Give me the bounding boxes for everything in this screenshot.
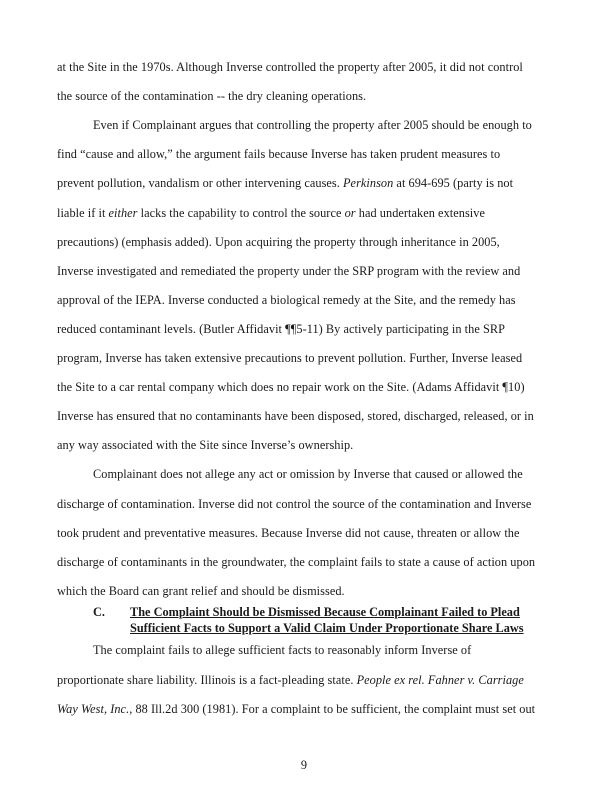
page-number: 9 — [300, 758, 308, 772]
text-span: discharge of contamination. Inverse did not control the source of the contamination and Inverse — [57, 496, 532, 511]
section-heading-line-2: Sufficient Facts to Support a Valid Claim Under Proportionate Share Laws — [130, 621, 524, 635]
text-span: Even if Complainant argues that controlling the property after 2005 should be enough to — [93, 118, 532, 133]
text-line — [57, 525, 520, 541]
text-line — [57, 59, 523, 75]
text-span: which the Board can grant relief and should be dismissed. — [57, 583, 345, 598]
text-span: The complaint fails to allege sufficient facts to reasonably inform Inverse of — [93, 643, 472, 657]
text-line — [57, 263, 520, 279]
italic-text: People ex rel. Fahner v. Carriage — [356, 672, 524, 687]
text-span: Inverse has ensured that no contaminants have been disposed, stored, discharged, released, or in — [57, 409, 534, 424]
text-line — [57, 379, 525, 395]
text-span: proportionate share liability. Illinois is a fact-pleading state. — [57, 672, 357, 687]
italic-text: or — [344, 205, 356, 220]
text-span: approval of the IEPA. Inverse conducted a biological remedy at the Site, and the remedy has — [57, 292, 516, 307]
text-span: at 694-695 (party is not — [393, 176, 514, 191]
text-line — [57, 321, 505, 337]
text-line — [57, 175, 513, 191]
text-span: took prudent and preventative measures. Because Inverse did not cause, threaten or allow the — [57, 525, 520, 540]
text-span: discharge of contaminants in the groundwater, the complaint fails to state a cause of action upon — [57, 554, 536, 569]
text-line — [93, 642, 471, 658]
text-line — [57, 496, 531, 512]
text-span: the Site to a car rental company which does no repair work on the Site. (Adams Affidavit ¶10) — [57, 380, 525, 395]
text-span: precautions) (emphasis added). Upon acquiring the property through inheritance in 2005, — [57, 234, 500, 249]
text-span: at the Site in the 1970s. Although Inverse controlled the property after 2005, it did not control — [57, 60, 523, 74]
text-line — [57, 146, 500, 162]
text-line — [57, 701, 535, 717]
text-span: had undertaken extensive — [355, 205, 485, 220]
text-span: the source of the contamination -- the dry cleaning operations. — [57, 89, 367, 104]
text-span: , 88 Ill.2d 300 (1981). For a complaint to be sufficient, the complaint must set out — [129, 702, 536, 716]
text-line — [57, 583, 345, 599]
text-span: program, Inverse has taken extensive precautions to prevent pollution. Further, Inverse leased — [57, 351, 523, 365]
text-line — [57, 554, 535, 570]
text-span: Complainant does not allege any act or omission by Inverse that caused or allowed the — [93, 467, 523, 482]
section-letter: C. — [93, 605, 105, 619]
text-line — [57, 205, 485, 221]
text-line — [57, 292, 516, 308]
text-span: reduced contaminant levels. (Butler Affidavit ¶¶5-11) By actively participating in the SRP — [57, 321, 505, 336]
italic-text: either — [108, 205, 138, 220]
italic-text: Way West, Inc. — [57, 702, 130, 716]
text-span: liable if it — [57, 205, 109, 220]
text-line — [57, 234, 500, 250]
text-line — [57, 672, 524, 688]
text-span: Inverse investigated and remediated the property under the SRP program with the review and — [57, 263, 521, 278]
text-line — [93, 117, 532, 133]
text-span: any way associated with the Site since Inverse’s ownership. — [57, 438, 354, 453]
text-line — [57, 437, 353, 453]
text-span: prevent pollution, vandalism or other intervening causes. — [57, 176, 343, 191]
text-line — [57, 350, 522, 366]
italic-text: Perkinson — [343, 176, 394, 191]
text-line — [57, 408, 534, 424]
section-heading-line-1: The Complaint Should be Dismissed Because Complainant Failed to Plead — [130, 605, 520, 619]
text-span: lacks the capability to control the source — [137, 205, 345, 220]
text-line — [93, 466, 523, 482]
text-span: find “cause and allow,” the argument fails because Inverse has taken prudent measures to — [57, 147, 501, 162]
text-line — [57, 88, 366, 104]
